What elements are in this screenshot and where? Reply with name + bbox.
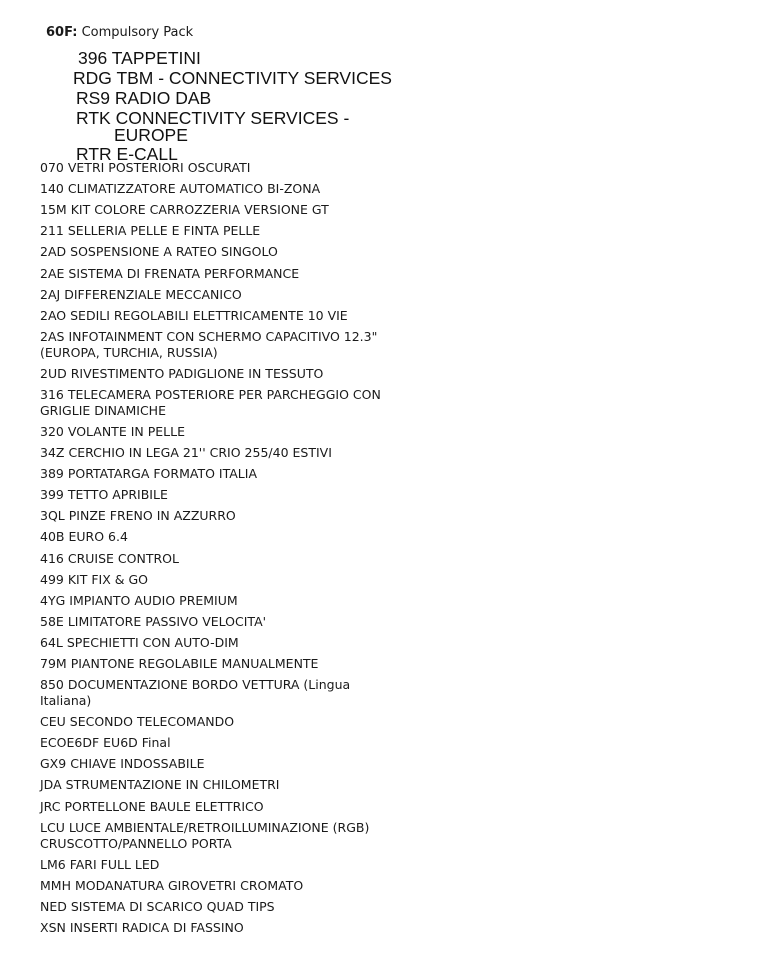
pack-header bbox=[46, 24, 193, 42]
option-code: 2AO bbox=[40, 307, 67, 323]
pack-item bbox=[73, 68, 392, 88]
option-text: STRUMENTAZIONE IN CHILOMETRI bbox=[65, 777, 280, 793]
option-continuation: GRIGLIE DINAMICHE bbox=[40, 402, 166, 418]
option-text: SPECHIETTI CON AUTO-DIM bbox=[66, 634, 239, 650]
option-row bbox=[40, 756, 204, 772]
option-text: CLIMATIZZATORE AUTOMATICO BI-ZONA bbox=[67, 181, 321, 197]
option-text: DOCUMENTAZIONE BORDO VETTURA (Lingua bbox=[67, 677, 351, 693]
option-row bbox=[40, 714, 234, 730]
option-row bbox=[40, 487, 168, 503]
option-text: MODANATURA GIROVETRI CROMATO bbox=[74, 877, 304, 893]
pack-item-text: RADIO DAB bbox=[114, 88, 212, 108]
pack-item-text: TBM - CONNECTIVITY SERVICES bbox=[116, 68, 392, 88]
option-row bbox=[40, 677, 350, 709]
pack-item-text: TAPPETINI bbox=[111, 48, 201, 68]
option-code: 2AJ bbox=[40, 286, 61, 302]
option-code: 211 bbox=[40, 223, 64, 239]
option-code: 15M bbox=[40, 202, 67, 218]
option-code: JDA bbox=[40, 777, 62, 793]
option-code: LM6 bbox=[40, 856, 66, 872]
pack-item-code: 396 bbox=[78, 48, 108, 68]
option-code: 389 bbox=[40, 466, 64, 482]
option-text: FARI FULL LED bbox=[69, 856, 160, 872]
option-text: VOLANTE IN PELLE bbox=[67, 423, 185, 439]
option-text: IMPIANTO AUDIO PREMIUM bbox=[69, 592, 238, 608]
option-text: SISTEMA DI FRENATA PERFORMANCE bbox=[68, 265, 300, 281]
option-code: 4YG bbox=[40, 592, 66, 608]
option-row bbox=[40, 857, 159, 873]
option-row bbox=[40, 735, 171, 751]
option-text: CERCHIO IN LEGA 21'' CRIO 255/40 ESTIVI bbox=[68, 445, 332, 460]
option-row bbox=[40, 920, 244, 936]
option-row bbox=[40, 572, 148, 588]
option-row bbox=[40, 899, 275, 915]
option-code: 399 bbox=[40, 487, 64, 503]
option-row bbox=[40, 308, 348, 324]
pack-label: Compulsory Pack bbox=[81, 25, 194, 40]
option-row bbox=[40, 799, 264, 815]
pack-item-code: RS9 bbox=[76, 88, 111, 108]
option-code: LCU bbox=[40, 819, 65, 835]
option-row bbox=[40, 777, 280, 793]
pack-item bbox=[78, 48, 201, 68]
pack-item-text: E-CALL bbox=[116, 144, 178, 164]
option-text: RIVESTIMENTO PADIGLIONE IN TESSUTO bbox=[70, 365, 324, 381]
option-code: 79M bbox=[40, 656, 67, 671]
option-code: 2AD bbox=[40, 244, 67, 260]
option-code: 070 bbox=[40, 160, 64, 175]
option-text: KIT FIX & GO bbox=[67, 571, 149, 587]
option-code: 316 bbox=[40, 386, 64, 402]
option-code: 40B bbox=[40, 529, 65, 545]
option-row bbox=[40, 878, 303, 894]
option-row bbox=[40, 656, 318, 672]
option-row bbox=[40, 593, 238, 609]
option-code: NED bbox=[40, 898, 67, 914]
option-text: SECONDO TELECOMANDO bbox=[69, 714, 235, 730]
option-code: ECOE6DF bbox=[40, 735, 100, 751]
option-row bbox=[40, 424, 185, 440]
option-continuation: (EUROPA, TURCHIA, RUSSIA) bbox=[40, 344, 218, 360]
option-text: INSERTI RADICA DI FASSINO bbox=[69, 919, 244, 935]
option-text: EURO 6.4 bbox=[68, 529, 128, 545]
option-row bbox=[40, 551, 179, 567]
option-code: 499 bbox=[40, 571, 64, 587]
option-text: CRUISE CONTROL bbox=[67, 550, 179, 566]
option-text: KIT COLORE CARROZZERIA VERSIONE GT bbox=[70, 202, 329, 218]
pack-item bbox=[76, 108, 349, 143]
pack-item-code: RDG bbox=[73, 68, 112, 88]
option-row bbox=[40, 244, 278, 260]
option-code: CEU bbox=[40, 714, 66, 730]
option-code: 2UD bbox=[40, 365, 67, 381]
option-row bbox=[40, 329, 377, 361]
option-text: EU6D Final bbox=[103, 735, 171, 751]
option-text: LUCE AMBIENTALE/RETROILLUMINAZIONE (RGB) bbox=[68, 819, 370, 835]
option-code: 140 bbox=[40, 181, 64, 197]
option-code: 64L bbox=[40, 634, 63, 650]
option-row bbox=[40, 266, 299, 282]
option-row bbox=[40, 223, 260, 239]
option-code: 3QL bbox=[40, 508, 65, 524]
pack-code: 60F: bbox=[46, 25, 78, 40]
option-text: LIMITATORE PASSIVO VELOCITA' bbox=[67, 613, 267, 629]
option-row bbox=[40, 445, 332, 461]
option-code: 2AE bbox=[40, 265, 65, 281]
option-text: SOSPENSIONE A RATEO SINGOLO bbox=[70, 244, 278, 260]
option-text: TELECAMERA POSTERIORE PER PARCHEGGIO CON bbox=[67, 386, 381, 402]
option-row bbox=[40, 508, 236, 524]
option-code: 416 bbox=[40, 550, 64, 566]
option-code: JRC bbox=[40, 798, 61, 814]
option-code: GX9 bbox=[40, 756, 67, 772]
option-text: TETTO APRIBILE bbox=[67, 487, 168, 503]
option-text: PINZE FRENO IN AZZURRO bbox=[68, 508, 236, 524]
option-text: SELLERIA PELLE E FINTA PELLE bbox=[67, 223, 261, 239]
pack-item-text: CONNECTIVITY SERVICES - bbox=[115, 108, 350, 128]
option-code: MMH bbox=[40, 877, 71, 893]
option-row bbox=[40, 287, 242, 303]
option-row bbox=[40, 181, 320, 197]
pack-item-continuation: EUROPE bbox=[114, 125, 188, 145]
option-row bbox=[40, 366, 323, 382]
option-code: 2AS bbox=[40, 328, 65, 344]
option-row bbox=[40, 820, 369, 852]
option-row bbox=[40, 635, 239, 651]
option-code: XSN bbox=[40, 919, 66, 935]
option-text: INFOTAINMENT CON SCHERMO CAPACITIVO 12.3" bbox=[68, 328, 378, 344]
option-text: PORTELLONE BAULE ELETTRICO bbox=[64, 798, 264, 814]
pack-item bbox=[76, 88, 211, 108]
option-row bbox=[40, 614, 266, 630]
pack-item-code: RTR bbox=[76, 144, 112, 164]
option-text: PIANTONE REGOLABILE MANUALMENTE bbox=[70, 656, 319, 671]
option-text: SISTEMA DI SCARICO QUAD TIPS bbox=[70, 898, 275, 914]
option-code: 58E bbox=[40, 613, 64, 629]
option-row bbox=[40, 529, 128, 545]
pack-item-code: RTK bbox=[76, 108, 111, 128]
option-code: 850 bbox=[40, 677, 64, 693]
option-text: SEDILI REGOLABILI ELETTRICAMENTE 10 VIE bbox=[70, 307, 348, 323]
option-row bbox=[40, 202, 329, 218]
option-row bbox=[40, 160, 250, 176]
option-row bbox=[40, 387, 381, 419]
option-text: PORTATARGA FORMATO ITALIA bbox=[67, 466, 258, 482]
option-text: CHIAVE INDOSSABILE bbox=[70, 756, 205, 772]
option-code: 34Z bbox=[40, 445, 65, 460]
option-row bbox=[40, 466, 257, 482]
option-text: DIFFERENZIALE MECCANICO bbox=[64, 286, 242, 302]
option-continuation: Italiana) bbox=[40, 693, 92, 709]
option-continuation: CRUSCOTTO/PANNELLO PORTA bbox=[40, 835, 232, 851]
option-text: VETRI POSTERIORI OSCURATI bbox=[67, 160, 251, 175]
option-code: 320 bbox=[40, 423, 64, 439]
